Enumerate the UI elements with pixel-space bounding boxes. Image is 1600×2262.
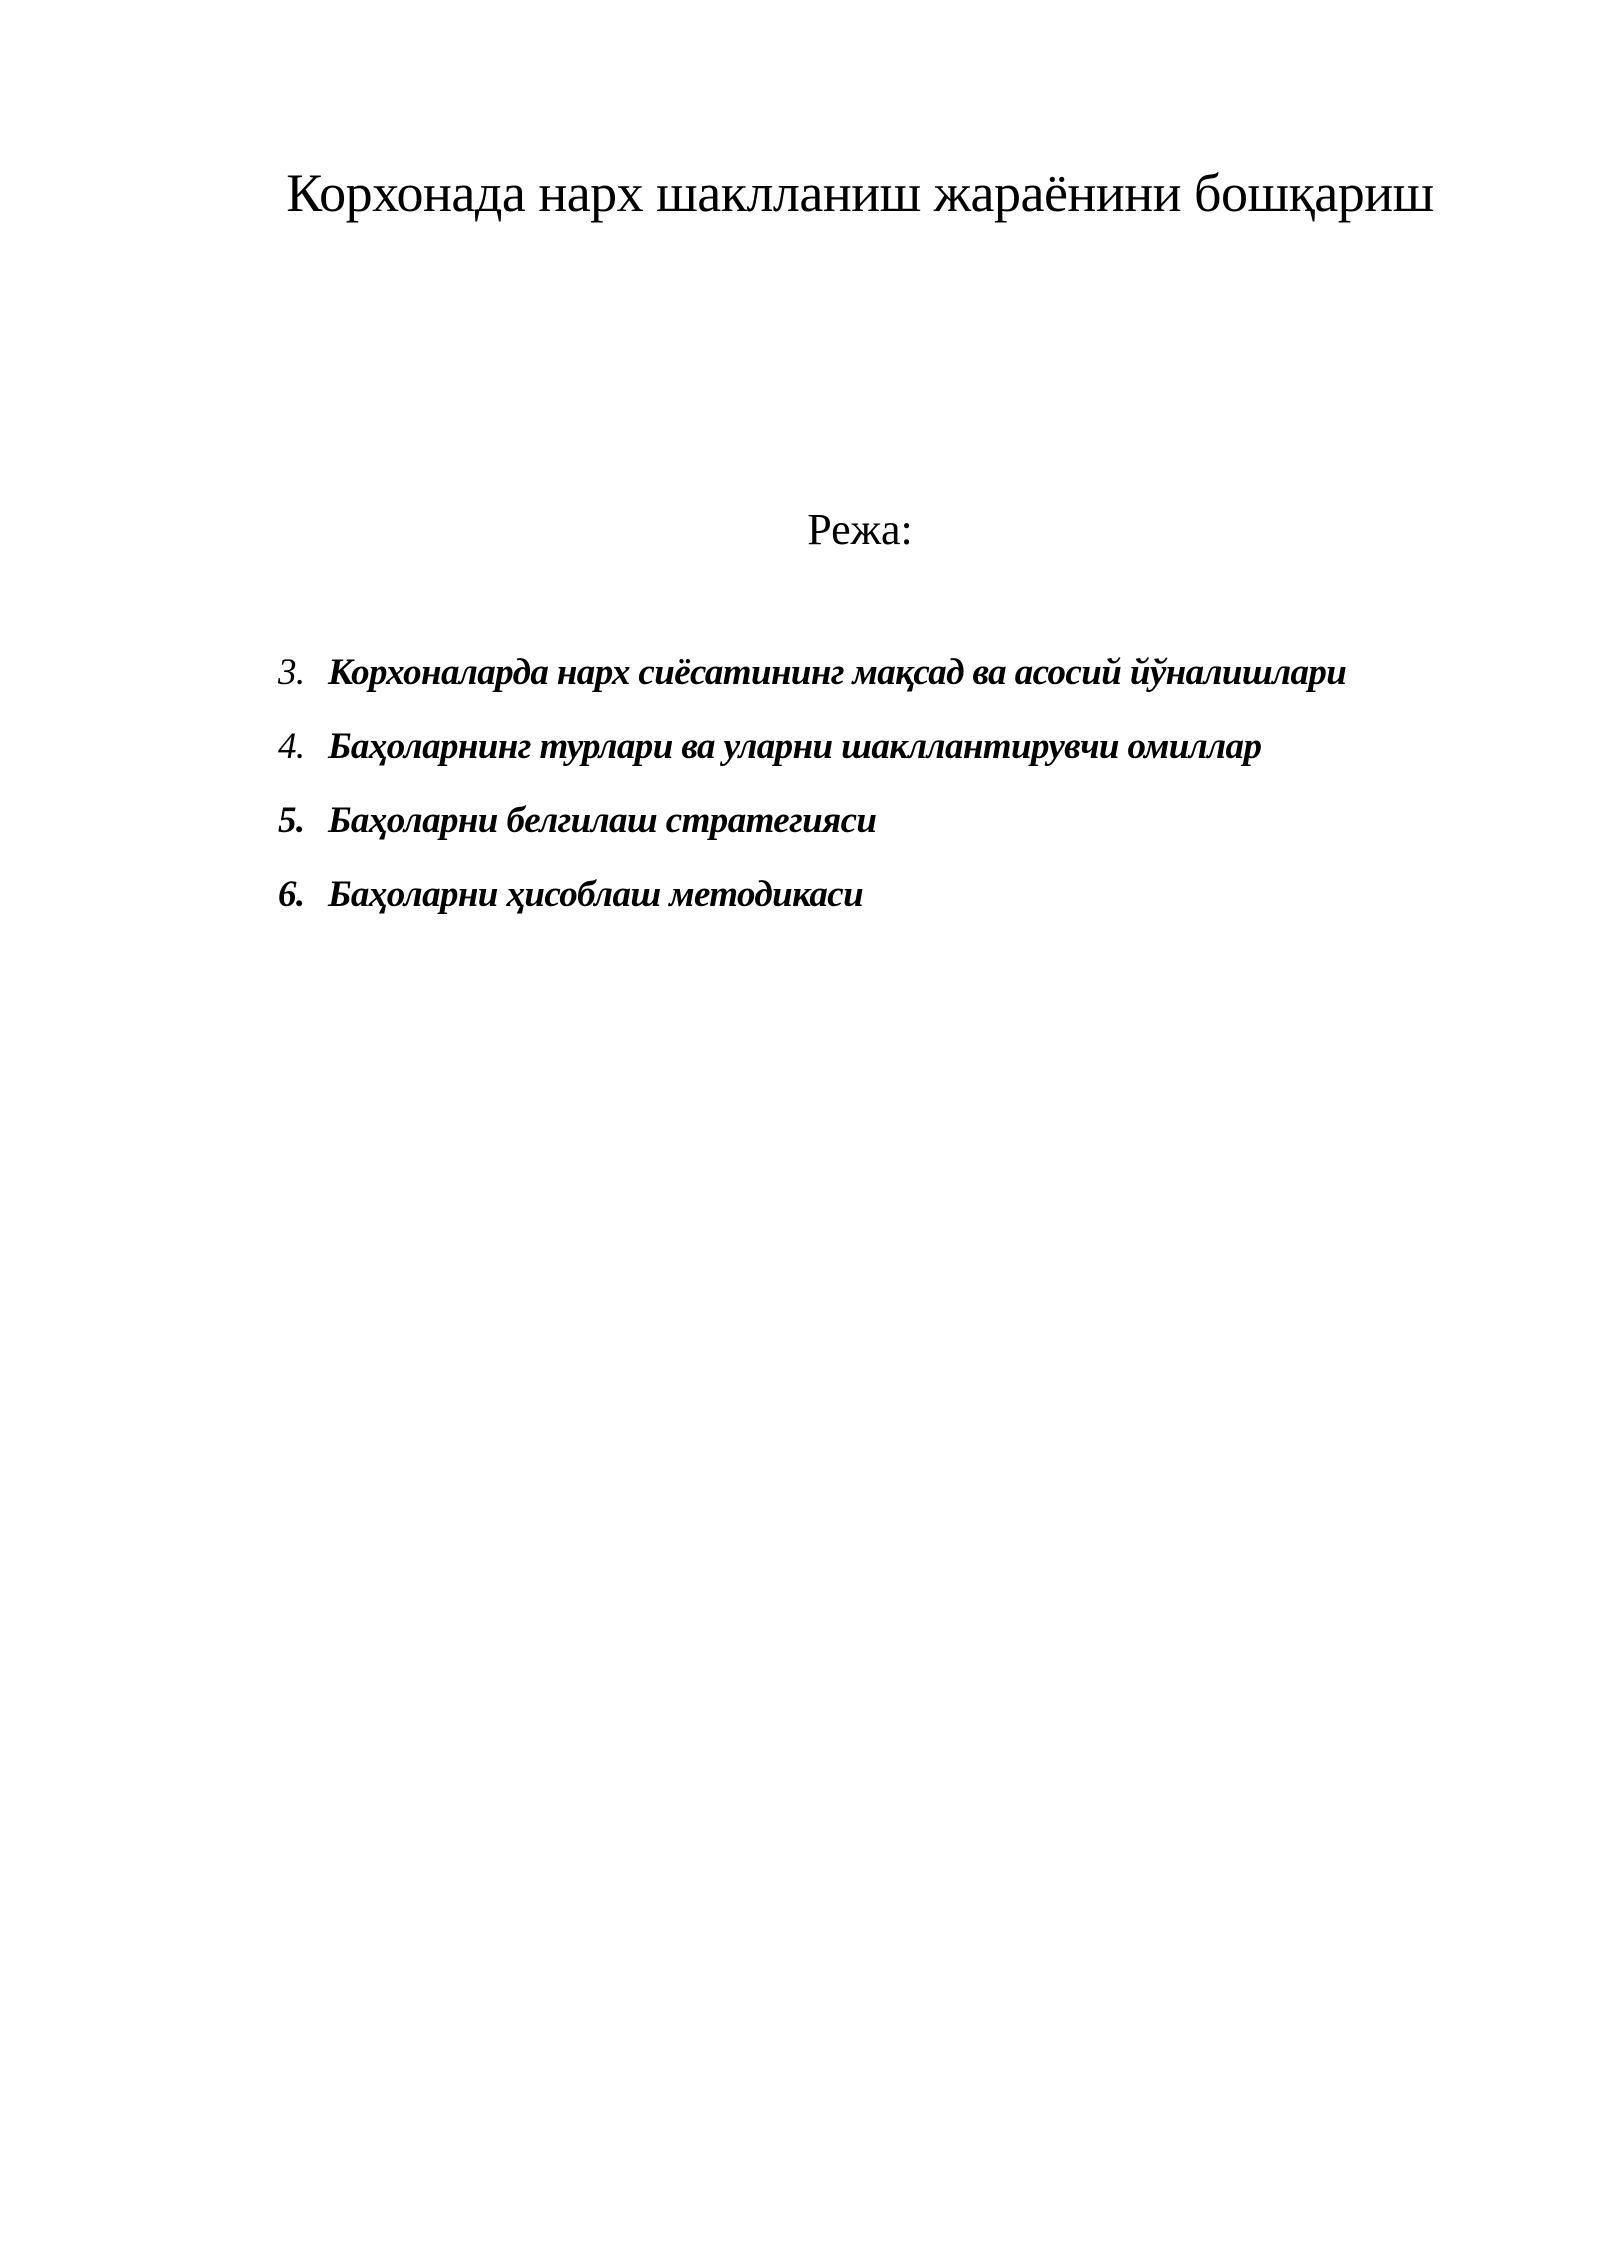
plan-item (278, 796, 1578, 870)
plan-item (278, 722, 1578, 796)
plan-item-text: Баҳоларнинг турлари ва уларни шакллантирувчи омиллар (328, 726, 1262, 767)
plan-item-number: 4. (278, 726, 305, 767)
plan-item (278, 648, 1578, 722)
plan-list (278, 648, 1578, 944)
plan-item (278, 870, 1578, 944)
plan-item-number: 3. (278, 652, 305, 693)
plan-item-text: Баҳоларни белгилаш стратегияси (328, 800, 877, 841)
plan-item-text: Корхоналарда нарх сиёсатининг мақсад ва асосий йўналишлари (328, 652, 1347, 693)
document-title: Корхонада нарх шаклланиш жараёнини бошқариш (286, 163, 1434, 223)
plan-item-number: 6. (278, 874, 305, 915)
plan-item-number: 5. (278, 800, 305, 841)
plan-item-text: Баҳоларни ҳисоблаш методикаси (328, 874, 864, 915)
plan-heading: Режа: (807, 505, 913, 554)
